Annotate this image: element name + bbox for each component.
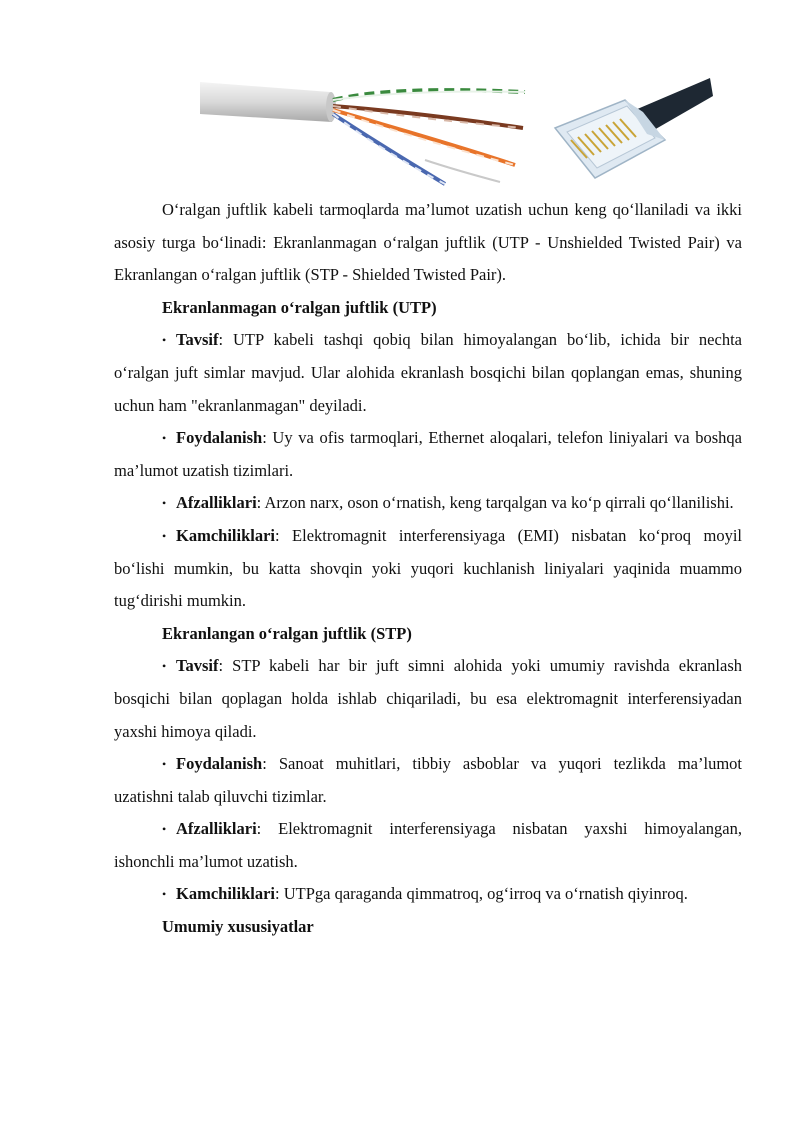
bullet-icon: •	[162, 333, 167, 348]
bullet-icon: •	[162, 528, 167, 543]
utp-heading: Ekranlanmagan o‘ralgan juftlik (UTP)	[162, 297, 437, 317]
item-term: Kamchiliklari	[176, 525, 275, 545]
list-item	[114, 878, 742, 911]
list-item	[114, 324, 742, 422]
stp-heading: Ekranlangan o‘ralgan juftlik (STP)	[162, 623, 412, 643]
item-text: : UTP kabeli tashqi qobiq bilan himoyalangan bo‘lib, ichida bir nechta o‘ralgan juft simlar mavjud. Ular alohida ekranlash bosqichi bilan qoplangan emas, shuning uchun ham "ekranlanmagan" deyiladi.	[114, 330, 742, 415]
item-term: Tavsif	[176, 330, 219, 350]
item-term: Afzalliklari	[176, 493, 257, 513]
item-term: Foydalanish	[176, 428, 263, 448]
bullet-icon: •	[162, 659, 167, 674]
list-item	[114, 487, 742, 520]
twisted-pair-cable-icon	[200, 82, 525, 184]
intro-paragraph: O‘ralgan juftlik kabeli tarmoqlarda ma’lumot uzatish uchun keng qo‘llaniladi va ikki asosiy turga bo‘linadi: Ekranlanmagan o‘ralgan juftlik (UTP - Unshielded Twisted Pair) va Ekranlangan o‘ralgan juftlik (STP - Shielded Twisted Pair).	[114, 200, 742, 285]
item-term: Tavsif	[176, 656, 219, 676]
item-text: : Sanoat muhitlari, tibbiy asboblar va yuqori tezlikda ma’lumot uzatishni talab qiluvchi tizimlar.	[114, 754, 742, 806]
item-text: : UTPga qaraganda qimmatroq, og‘irroq va o‘rnatish qiyinroq.	[275, 884, 688, 904]
list-item	[114, 813, 742, 878]
item-text: : Uy va ofis tarmoqlari, Ethernet aloqalari, telefon liniyalari va boshqa ma’lumot uzatish tizimlari.	[114, 428, 742, 480]
document-body	[114, 194, 742, 944]
item-text: : Arzon narx, oson o‘rnatish, keng tarqalgan va ko‘p qirrali qo‘llanilishi.	[256, 493, 734, 513]
list-item	[114, 650, 742, 748]
item-text: : Elektromagnit interferensiyaga nisbatan yaxshi himoyalangan, ishonchli ma’lumot uzatish.	[114, 819, 742, 871]
list-item	[114, 422, 742, 487]
bullet-icon: •	[162, 431, 167, 446]
bullet-icon: •	[162, 887, 167, 902]
general-heading: Umumiy xususiyatlar	[162, 917, 314, 937]
list-item	[114, 520, 742, 618]
item-term: Kamchiliklari	[176, 884, 275, 904]
bullet-icon: •	[162, 496, 167, 511]
cable-figure	[195, 70, 715, 188]
item-term: Afzalliklari	[176, 819, 257, 839]
item-text: : Elektromagnit interferensiyaga (EMI) nisbatan ko‘proq moyil bo‘lishi mumkin, bu katta shovqin yoki yuqori kuchlanish liniyalari yaqinida muammo tug‘dirishi mumkin.	[114, 525, 742, 611]
item-term: Foydalanish	[176, 754, 263, 774]
bullet-icon: •	[162, 822, 167, 837]
list-item	[114, 748, 742, 813]
bullet-icon: •	[162, 757, 167, 772]
rj45-connector-icon	[555, 78, 713, 178]
item-text: : STP kabeli har bir juft simni alohida yoki umumiy ravishda ekranlash bosqichi bilan qoplagan holda ishlab chiqariladi, bu esa elektromagnit interferensiyadan yaxshi himoya qiladi.	[114, 656, 742, 741]
